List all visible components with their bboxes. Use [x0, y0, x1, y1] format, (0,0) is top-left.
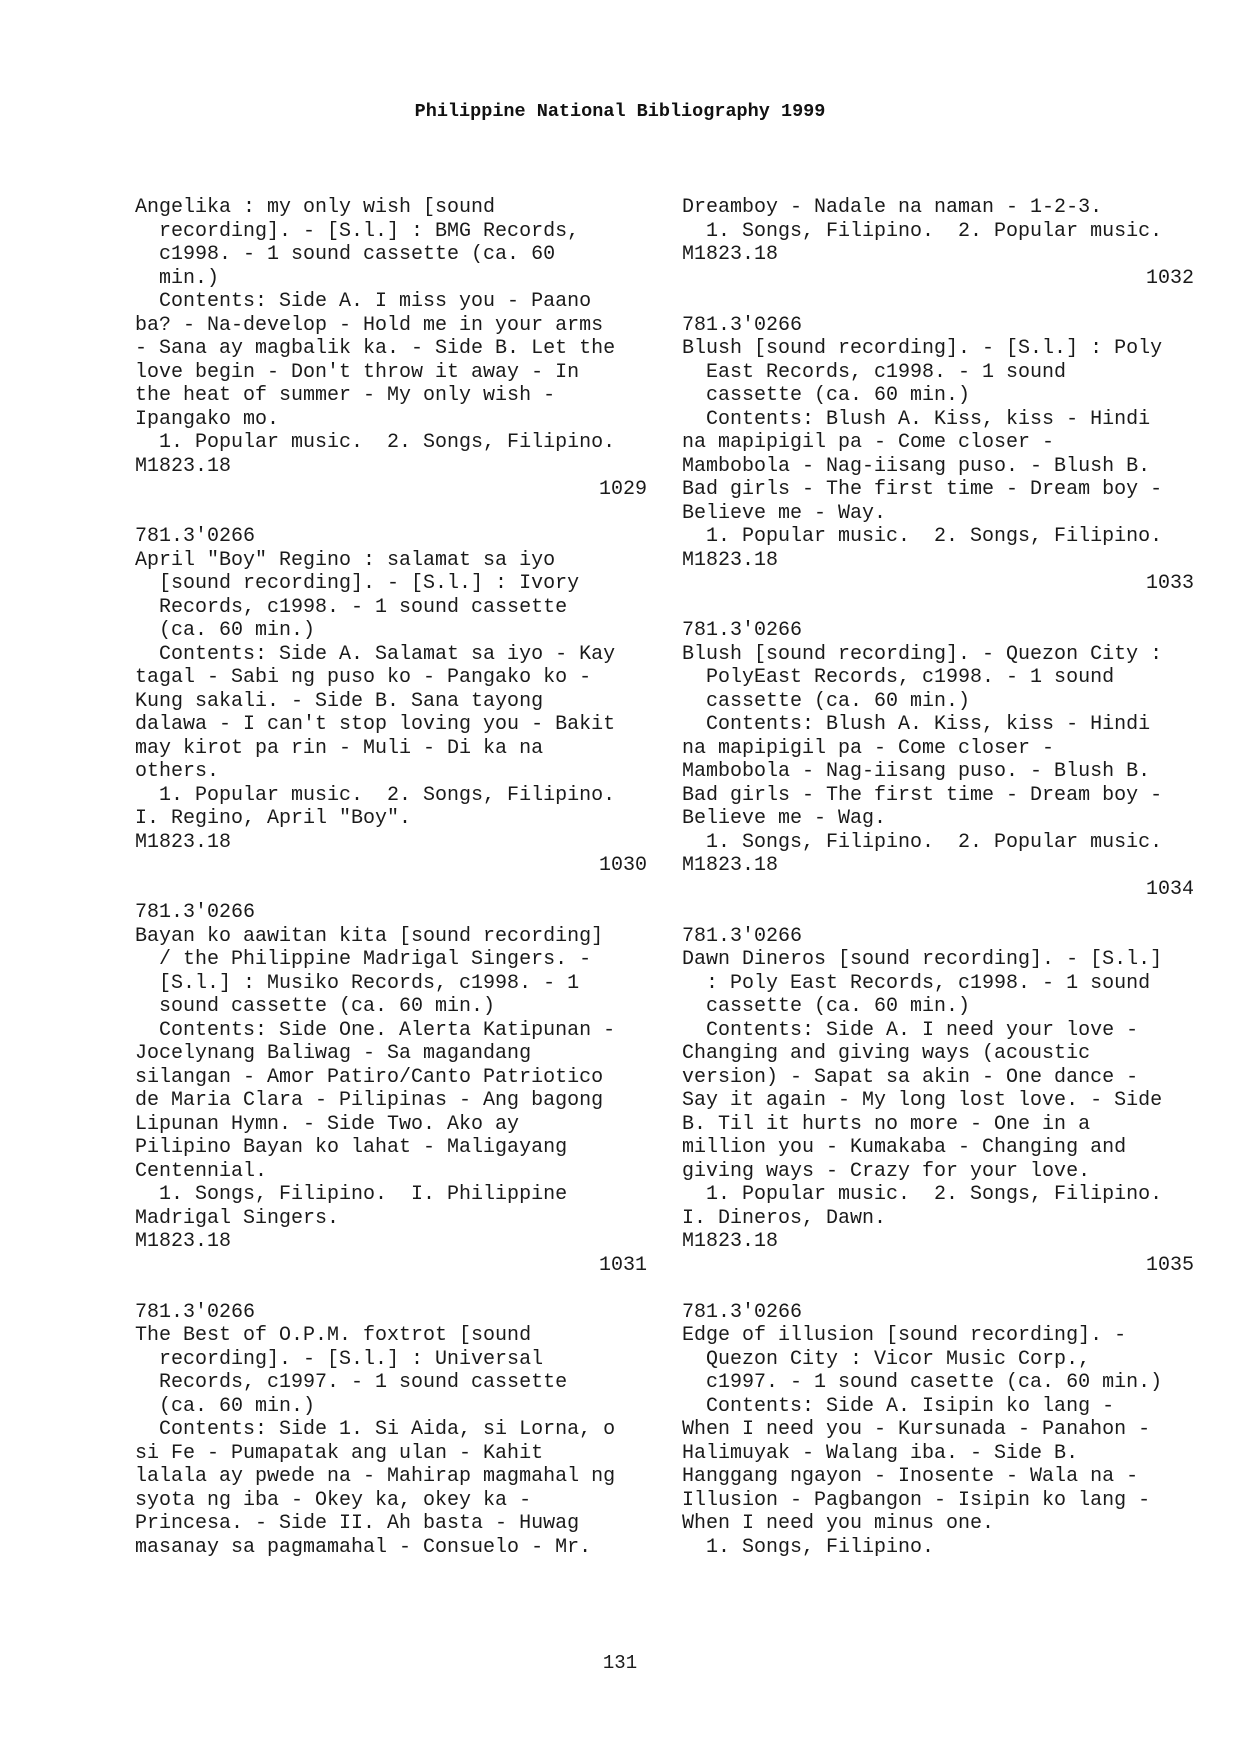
entry-line: na mapipigil pa - Come closer - [682, 431, 1055, 454]
entry-line: 781.3'0266 [682, 924, 803, 948]
bibliography-entry [135, 901, 647, 1277]
entry-line: M1823.18 [135, 830, 232, 854]
entry-line: Contents: Side A. I miss you - Paano [135, 290, 592, 313]
entry-line: c1997. - 1 sound casette (ca. 60 min.) [682, 1371, 1163, 1394]
bibliography-entry [682, 314, 1194, 596]
entry-line: the heat of summer - My only wish - [135, 384, 556, 407]
entry-line: 781.3'0266 [682, 619, 803, 642]
bibliography-entry [135, 196, 647, 502]
left-column [135, 196, 647, 1583]
entry-line: Mambobola - Nag-iisang puso. - Blush B. [682, 454, 1151, 478]
entry-line: Bayan ko aawitan kita [sound recording] [135, 924, 604, 948]
entry-line: sound cassette (ca. 60 min.) [135, 995, 496, 1018]
entry-line: tagal - Sabi ng puso ko - Pangako ko - [135, 666, 592, 689]
entry-line: 1. Songs, Filipino. 2. Popular music. [682, 830, 1163, 854]
entry-line: M1823.18 [135, 454, 232, 478]
entry-line: Contents: Side A. I need your love - [682, 1018, 1139, 1042]
entry-line: M1823.18 [682, 548, 779, 572]
entry-line: Halimuyak - Walang iba. - Side B. [682, 1441, 1079, 1465]
entry-number: 1034 [1145, 877, 1194, 901]
entry-line: love begin - Don't throw it away - In [135, 360, 580, 384]
entry-line: Illusion - Pagbangon - Isipin ko lang - [682, 1488, 1151, 1512]
entry-line: April "Boy" Regino : salamat sa iyo [135, 548, 556, 572]
entry-line: 781.3'0266 [135, 901, 256, 924]
entry-line: I. Regino, April "Boy". [135, 807, 412, 830]
entry-line: Records, c1997. - 1 sound cassette [135, 1371, 568, 1394]
entry-line: I. Dineros, Dawn. [682, 1206, 887, 1230]
entry-line: Hanggang ngayon - Inosente - Wala na - [682, 1465, 1139, 1488]
entry-line: recording]. - [S.l.] : Universal [135, 1347, 544, 1371]
entry-line: million you - Kumakaba - Changing and [682, 1136, 1127, 1159]
entry-line: Bad girls - The first time - Dream boy - [682, 783, 1163, 807]
entry-line: silangan - Amor Patiro/Canto Patriotico [135, 1065, 604, 1089]
entry-line: Believe me - Wag. [682, 807, 887, 830]
entry-line: Contents: Blush A. Kiss, kiss - Hindi [682, 713, 1151, 736]
entry-line: Records, c1998. - 1 sound cassette [135, 595, 568, 619]
page-number: 131 [602, 1652, 638, 1674]
entry-line: cassette (ca. 60 min.) [682, 995, 971, 1018]
entry-line: min.) [135, 266, 220, 290]
entry-line: others. [135, 760, 220, 783]
entry-line: (ca. 60 min.) [135, 1394, 316, 1418]
bibliography-entry [135, 1301, 647, 1560]
entry-line: recording]. - [S.l.] : BMG Records, [135, 219, 580, 243]
bibliography-entry [682, 196, 1194, 290]
entry-line: Contents: Side One. Alerta Katipunan - [135, 1018, 616, 1042]
entry-number: 1033 [1145, 572, 1194, 595]
entry-line: Kung sakali. - Side B. Sana tayong [135, 689, 544, 713]
entry-line: Jocelynang Baliwag - Sa magandang [135, 1042, 532, 1065]
entry-line: version) - Sapat sa akin - One dance - [682, 1065, 1139, 1089]
entry-line: 1. Popular music. 2. Songs, Filipino. [135, 783, 616, 807]
entry-line: Princesa. - Side II. Ah basta - Huwag [135, 1512, 580, 1535]
entry-line: cassette (ca. 60 min.) [682, 689, 971, 713]
entry-line: Contents: Side A. Isipin ko lang - [682, 1394, 1115, 1418]
entry-line: M1823.18 [135, 1230, 232, 1253]
entry-line: masanay sa pagmamahal - Consuelo - Mr. [135, 1535, 592, 1559]
entry-line: Dreamboy - Nadale na naman - 1-2-3. [682, 196, 1103, 219]
entry-number: 1035 [1145, 1253, 1194, 1277]
entry-line: syota ng iba - Okey ka, okey ka - [135, 1488, 532, 1512]
entry-line: Dawn Dineros [sound recording]. - [S.l.] [682, 948, 1163, 971]
entry-line: Mambobola - Nag-iisang puso. - Blush B. [682, 760, 1151, 783]
entry-line: c1998. - 1 sound cassette (ca. 60 [135, 243, 556, 266]
entry-line: : Poly East Records, c1998. - 1 sound [682, 971, 1151, 995]
entry-line: may kirot pa rin - Muli - Di ka na [135, 736, 544, 760]
entry-line: 781.3'0266 [135, 525, 256, 548]
entry-line: si Fe - Pumapatak ang ulan - Kahit [135, 1441, 544, 1465]
entry-line: Lipunan Hymn. - Side Two. Ako ay [135, 1112, 520, 1136]
page-header-title: Philippine National Bibliography 1999 [414, 101, 826, 122]
right-column [682, 196, 1194, 1583]
entry-number: 1031 [598, 1253, 647, 1277]
entry-number: 1030 [598, 854, 647, 877]
entry-line: PolyEast Records, c1998. - 1 sound [682, 666, 1115, 689]
entry-line: Blush [sound recording]. - Quezon City : [682, 642, 1163, 666]
entry-line: Angelika : my only wish [sound [135, 196, 496, 219]
entry-line: [sound recording]. - [S.l.] : Ivory [135, 572, 580, 595]
entry-line: Centennial. [135, 1159, 268, 1183]
entry-line: 781.3'0266 [135, 1300, 256, 1324]
entry-line: 781.3'0266 [682, 1300, 803, 1324]
entry-line: ba? - Na-develop - Hold me in your arms [135, 313, 604, 337]
entry-line: 1. Songs, Filipino. 2. Popular music. [682, 219, 1163, 243]
entry-line: giving ways - Crazy for your love. [682, 1159, 1091, 1183]
entry-line: M1823.18 [682, 854, 779, 877]
entry-line: lalala ay pwede na - Mahirap magmahal ng [135, 1465, 616, 1488]
entry-line: [S.l.] : Musiko Records, c1998. - 1 [135, 971, 580, 995]
entry-line: na mapipigil pa - Come closer - [682, 736, 1055, 760]
entry-line: / the Philippine Madrigal Singers. - [135, 948, 592, 971]
entry-line: East Records, c1998. - 1 sound [682, 360, 1067, 384]
bibliography-entry [682, 619, 1194, 901]
entry-number: 1029 [598, 478, 647, 501]
entry-number: 1032 [1145, 266, 1194, 290]
entry-line: When I need you minus one. [682, 1512, 995, 1535]
entry-line: 1. Popular music. 2. Songs, Filipino. [682, 1183, 1163, 1206]
entry-line: de Maria Clara - Pilipinas - Ang bagong [135, 1089, 604, 1112]
entry-line: Changing and giving ways (acoustic [682, 1042, 1091, 1065]
entry-line: M1823.18 [682, 1230, 779, 1253]
entry-line: Madrigal Singers. [135, 1206, 340, 1230]
entry-line: Bad girls - The first time - Dream boy - [682, 478, 1163, 501]
entry-line: M1823.18 [682, 243, 779, 266]
entry-line: The Best of O.P.M. foxtrot [sound [135, 1324, 532, 1347]
entry-line: Pilipino Bayan ko lahat - Maligayang [135, 1136, 568, 1159]
entry-line: 1. Songs, Filipino. I. Philippine [135, 1183, 568, 1206]
entry-line: Quezon City : Vicor Music Corp., [682, 1347, 1091, 1371]
entry-line: Say it again - My long lost love. - Side [682, 1089, 1163, 1112]
entry-line: B. Til it hurts no more - One in a [682, 1112, 1091, 1136]
entry-line: Contents: Side A. Salamat sa iyo - Kay [135, 642, 616, 666]
entry-line: 1. Songs, Filipino. [682, 1535, 935, 1559]
bibliography-entry [135, 525, 647, 878]
entry-line: Believe me - Way. [682, 501, 887, 525]
entry-line: When I need you - Kursunada - Panahon - [682, 1418, 1151, 1441]
entry-line: Contents: Side 1. Si Aida, si Lorna, o [135, 1418, 616, 1441]
entry-line: 1. Popular music. 2. Songs, Filipino. [682, 525, 1163, 548]
entry-line: Edge of illusion [sound recording]. - [682, 1324, 1127, 1347]
entry-line: 1. Popular music. 2. Songs, Filipino. [135, 431, 616, 454]
entry-line: (ca. 60 min.) [135, 619, 316, 642]
entry-line: dalawa - I can't stop loving you - Bakit [135, 713, 616, 736]
entry-line: Ipangako mo. [135, 407, 280, 431]
entry-line: Blush [sound recording]. - [S.l.] : Poly [682, 337, 1163, 360]
entry-line: 781.3'0266 [682, 313, 803, 337]
entry-line: cassette (ca. 60 min.) [682, 384, 971, 407]
entry-line: Contents: Blush A. Kiss, kiss - Hindi [682, 407, 1151, 431]
bibliography-entry [682, 925, 1194, 1278]
entry-line: - Sana ay magbalik ka. - Side B. Let the [135, 337, 616, 360]
bibliography-entry [682, 1301, 1194, 1560]
